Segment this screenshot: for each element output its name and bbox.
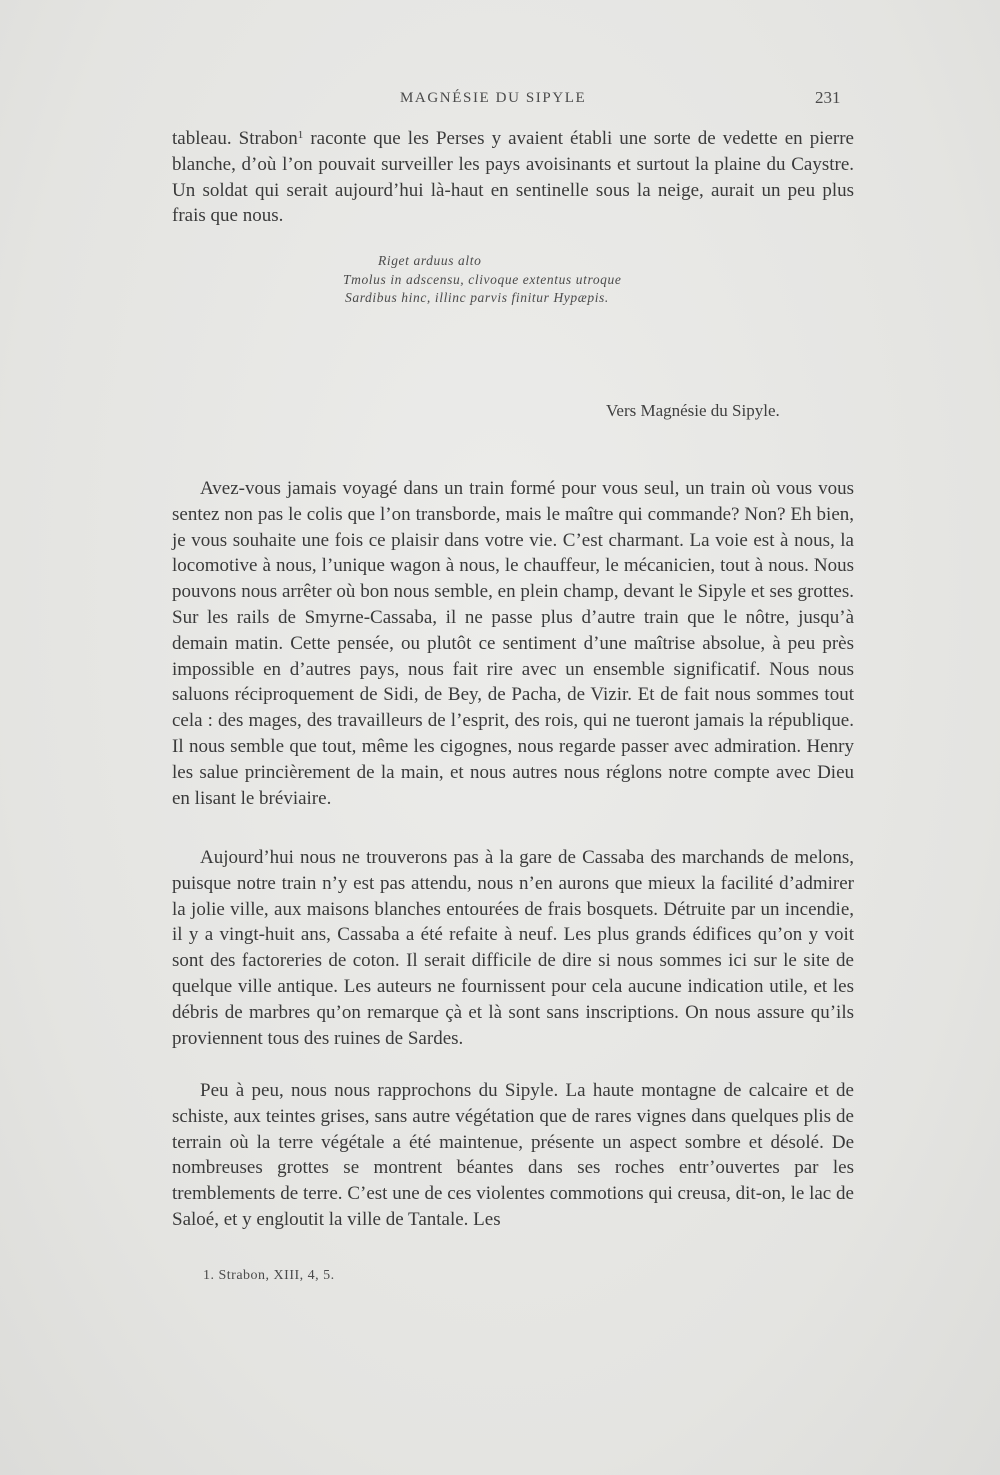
footnote: 1. Strabon, XIII, 4, 5. — [203, 1268, 335, 1283]
continuation-paragraph — [172, 126, 854, 229]
body-paragraph: Aujourd’hui nous ne trouverons pas à la gare de Cassaba des marchands de melons, puisque notre train n’y est pas attendu, nous n’en aurons que mieux la facilité d’admirer la jolie ville, aux maisons blanches entourées de frais bosquets. Détruite par un incendie, il y a vingt-huit ans, Cassaba a été refaite à neuf. Les plus grands édifices qu’on y voit sont des factoreries de coton. Il serait difficile de dire si nous sommes ici sur le site de quelque ville antique. Les auteurs ne fournissent pour cela aucune indication utile, et les débris de marbres qu’on remarque çà et là sont sans inscriptions. On nous assure qu’ils proviennent tous des ruines de Sardes. — [172, 847, 854, 1049]
running-title: MAGNÉSIE DU SIPYLE — [400, 90, 587, 106]
footnote-reference: 1 — [297, 129, 304, 141]
body-paragraph: Avez-vous jamais voyagé dans un train formé pour vous seul, un train où vous vous sentez non pas le colis que l’on transborde, mais le maître qui commande? Non? Eh bien, je vous souhaite une fois ce plaisir dans votre vie. C’est charmant. La voie est à nous, la locomotive à nous, l’unique wagon à nous, le chauffeur, le mécanicien, tout à nous. Nous pouvons nous arrêter où bon nous semble, en plein champ, devant le Sipyle et ses grottes. Sur les rails de Smyrne-Cassaba, il ne passe plus d’autre train que le nôtre, jusqu’à demain matin. Cette pensée, ou plutôt ce sentiment d’une maîtrise absolue, à peu près impossible en d’autres pays, nous fait rire avec un ensemble significatif. Nous nous saluons réciproquement de Sidi, de Bey, de Pacha, de Vizir. Et de fait nous sommes tout cela : des mages, des travailleurs de l’esprit, des rois, qui ne tueront jamais la république. Il nous semble que tout, même les cigognes, nous regarde passer avec admiration. Henry les salue princièrement de la main, et nous autres nous réglons notre compte avec Dieu en lisant le bréviaire. — [172, 478, 854, 809]
section-heading: Vers Magnésie du Sipyle. — [606, 401, 780, 420]
latin-verse-quote — [343, 252, 621, 308]
continuation-text-end: raconte que les Perses y avaient établi une sorte de vedette en pierre blanche, d’où l’on pouvait surveiller les pays avoisinants et surtout la plaine du Caystre. Un soldat qui serait aujourd’hui là-haut en sentinelle sous la neige, aurait un peu plus frais que nous. — [172, 128, 854, 227]
verse-line: Sardibus hinc, illinc parvis finitur Hypæpis. — [345, 290, 609, 305]
page-number: 231 — [815, 88, 841, 107]
verse-line: Tmolus in adscensu, clivoque extentus utroque — [343, 271, 622, 287]
continuation-text-start: tableau. Strabon — [172, 128, 298, 149]
verse-line: Riget arduus alto — [378, 253, 482, 268]
body-paragraph: Peu à peu, nous nous rapprochons du Sipyle. La haute montagne de calcaire et de schiste, aux teintes grises, sans autre végétation que de rares vignes dans quelques plis de terrain où la terre végétale a été maintenue, présente un aspect sombre et désolé. De nombreuses grottes se montrent béantes dans ses roches entr’ouvertes par les tremblements de terre. C’est une de ces violentes commotions qui creusa, dit-on, le lac de Saloé, et y engloutit la ville de Tantale. Les — [172, 1080, 854, 1230]
